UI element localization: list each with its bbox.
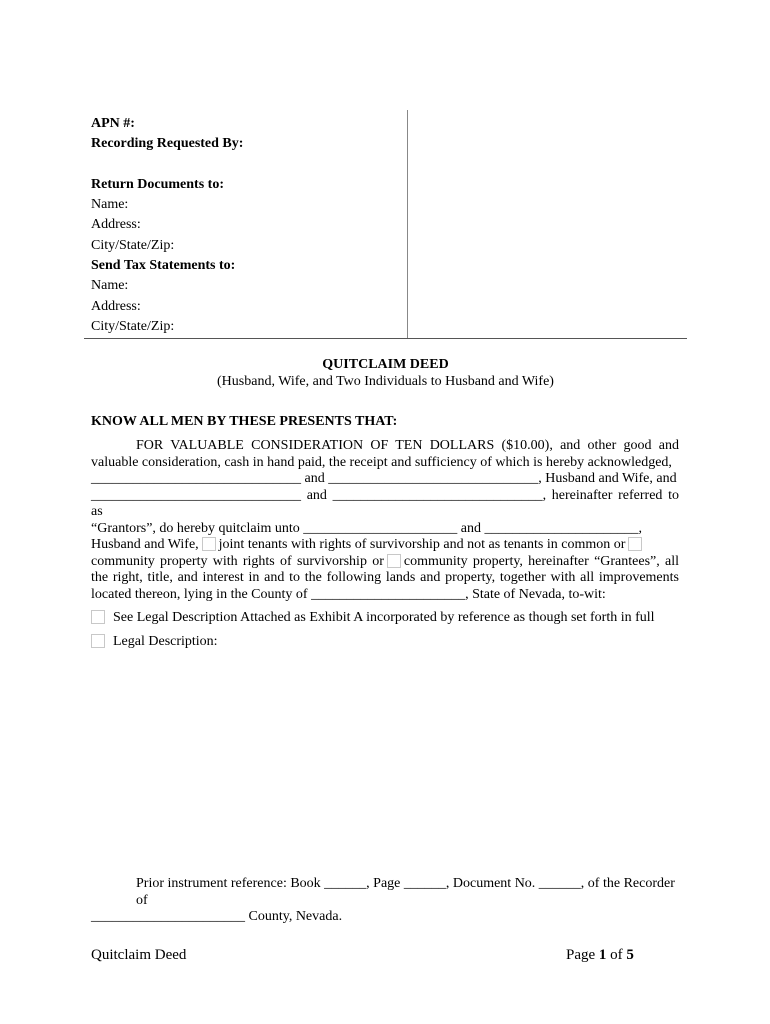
grantor-line-1[interactable]: ______________________________ and ______________________________, Husband and Wife, and [91, 471, 677, 486]
return-city-label: City/State/Zip: [91, 237, 175, 253]
footer-page-number [566, 947, 634, 964]
footer-doc-name: Quitclaim Deed [91, 947, 187, 963]
tax-address-label: Address: [91, 298, 141, 314]
deed-body [91, 438, 679, 603]
community-property-checkbox[interactable] [387, 554, 401, 568]
community-survivorship-text: community property with rights of survivorship or [91, 553, 384, 569]
legal-description-text: Legal Description: [113, 634, 218, 649]
grantor-line-2[interactable]: ______________________________ and ______________________________, hereinafter referred to as [91, 487, 679, 519]
document-subtitle: (Husband, Wife, and Two Individuals to Husband and Wife) [217, 374, 554, 389]
legal-description-checkbox[interactable] [91, 634, 105, 648]
page-total: 5 [626, 947, 634, 963]
tenancy-line [91, 537, 679, 554]
community-property-text: community property, hereinafter “Grantees”, all the right, title, and interest in and to the following lands and property, together with all improvements located thereon, lying in the County of ______________________, State of Nevada, to-wit: [91, 553, 679, 602]
tax-name-label: Name: [91, 278, 129, 294]
know-all-men-heading: KNOW ALL MEN BY THESE PRESENTS THAT: [91, 414, 398, 429]
attached-exhibit-text: See Legal Description Attached as Exhibit A incorporated by reference as though set forth in full [113, 610, 655, 625]
property-line [91, 554, 679, 604]
tax-city-label: City/State/Zip: [91, 318, 175, 334]
grantee-line[interactable]: “Grantors”, do hereby quitclaim unto ______________________ and ______________________, [91, 520, 642, 536]
header-divider-vertical [407, 110, 408, 338]
attached-exhibit-checkbox[interactable] [91, 610, 105, 624]
send-tax-statements-label: Send Tax Statements to: [91, 258, 236, 274]
option-attached-row [91, 609, 655, 627]
page-label: Page [566, 947, 596, 963]
header-divider-horizontal [84, 338, 687, 339]
consideration-paragraph: FOR VALUABLE CONSIDERATION OF TEN DOLLARS ($10.00), and other good and valuable consideration, cash in hand paid, the receipt and sufficiency of which is hereby acknowledged, [91, 438, 679, 470]
apn-label: APN #: [91, 116, 135, 131]
husband-wife-text: Husband and Wife, [91, 537, 199, 552]
return-address-label: Address: [91, 217, 141, 233]
recording-requested-by-label: Recording Requested By: [91, 136, 244, 152]
community-survivorship-checkbox[interactable] [628, 537, 642, 551]
prior-instrument-reference [91, 876, 681, 926]
joint-tenants-checkbox[interactable] [202, 537, 216, 551]
return-documents-label: Return Documents to: [91, 176, 224, 192]
recording-header [91, 114, 409, 337]
return-name-label: Name: [91, 197, 129, 213]
of-label: of [610, 947, 623, 963]
page-current: 1 [598, 947, 607, 963]
prior-reference-line-2[interactable]: ______________________ County, Nevada. [91, 909, 343, 924]
prior-reference-line-1[interactable]: Prior instrument reference: Book ______, Page ______, Document No. ______, of the Recorder of [136, 876, 675, 908]
joint-tenants-text: joint tenants with rights of survivorship and not as tenants in common or [218, 537, 626, 552]
document-title: QUITCLAIM DEED [322, 357, 449, 372]
option-legal-row [91, 633, 218, 651]
